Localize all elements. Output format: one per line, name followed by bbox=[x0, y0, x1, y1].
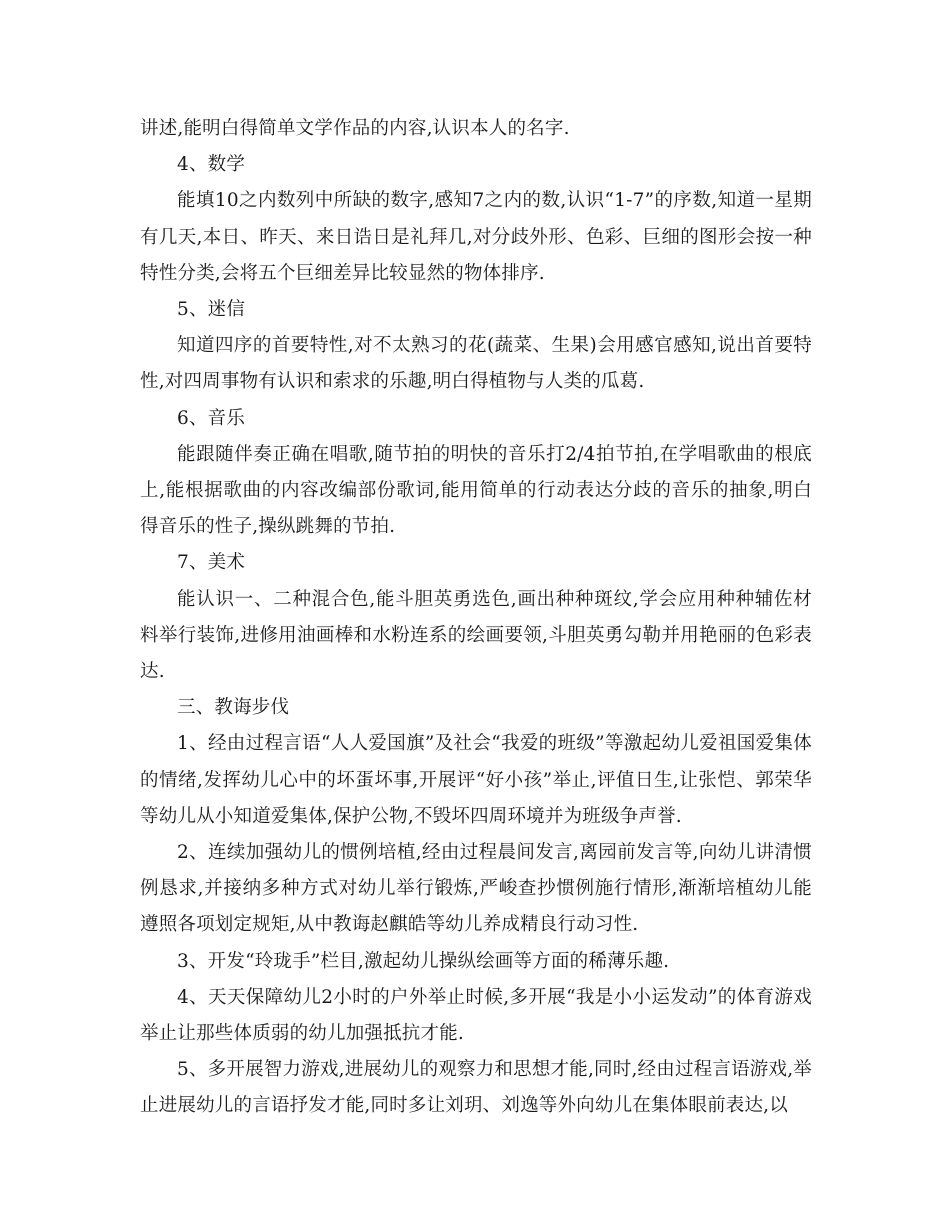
paragraph-music: 能跟随伴奏正确在唱歌,随节拍的明快的音乐打2/4拍节拍,在学唱歌曲的根底上,能根据歌曲的内容改编部份歌词,能用简单的行动表达分歧的音乐的抽象,明白得音乐的性子,操纵跳舞的节拍. bbox=[140, 443, 812, 538]
paragraph-math: 能填10之内数列中所缺的数字,感知7之内的数,认识“1-7”的序数,知道一星期有几天,本日、昨天、来日诰日是礼拜几,对分歧外形、色彩、巨细的图形会按一种特性分类,会将五个巨细差异比较显然的物体排序. bbox=[140, 190, 812, 284]
section-heading-science: 5、迷信 bbox=[177, 299, 246, 321]
section-heading-music: 6、音乐 bbox=[177, 407, 246, 429]
paragraph-art: 能认识一、二种混合色,能斗胆英勇选色,画出种种斑纹,学会应用种种辅佐材料举行装饰,进修用油画棒和水粉连系的绘画要领,斗胆英勇勾勒并用艳丽的色彩表达. bbox=[140, 588, 812, 683]
section-heading-math: 4、数学 bbox=[177, 154, 246, 176]
paragraph-measure-5: 5、多开展智力游戏,进展幼儿的观察力和思想才能,同时,经由过程言语游戏,举止进展幼儿的言语抒发才能,同时多让刘玥、刘逸等外向幼儿在集体眼前表达,以 bbox=[140, 1059, 812, 1117]
paragraph-continuation: 讲述,能明白得简单文学作品的内容,认识本人的名字. bbox=[140, 118, 570, 139]
paragraph-measure-2: 2、连续加强幼儿的惯例培植,经由过程晨间发言,离园前发言等,向幼儿讲清惯例恳求,并接纳多种方式对幼儿举行锻炼,严峻查抄惯例施行情形,渐渐培植幼儿能遵照各项划定规矩,从中教诲赵麒皓等幼儿养成精良行动习性. bbox=[140, 842, 812, 936]
paragraph-measure-1: 1、经由过程言语“人人爱国旗”及社会“我爱的班级”等激起幼儿爱祖国爱集体的情绪,发挥幼儿心中的坏蛋坏事,开展评“好小孩”举止,评值日生,让张恺、郭荣华等幼儿从小知道爱集体,保护公物,不毁坏四周环境并为班级争声誉. bbox=[140, 733, 812, 827]
paragraph-measure-3: 3、开发“玲珑手”栏目,激起幼儿操纵绘画等方面的稀薄乐趣. bbox=[177, 950, 670, 972]
paragraph-measure-4: 4、天天保障幼儿2小时的户外举止时候,多开展“我是小小运发动”的体育游戏举止让那些体质弱的幼儿加强抵抗才能. bbox=[140, 986, 812, 1045]
section-heading-measures: 三、教诲步伐 bbox=[177, 697, 290, 719]
section-heading-art: 7、美术 bbox=[177, 552, 246, 574]
paragraph-science: 知道四序的首要特性,对不太熟习的花(蔬菜、生果)会用感官感知,说出首要特性,对四周事物有认识和索求的乐趣,明白得植物与人类的瓜葛. bbox=[140, 335, 812, 393]
document-body bbox=[140, 111, 812, 1125]
